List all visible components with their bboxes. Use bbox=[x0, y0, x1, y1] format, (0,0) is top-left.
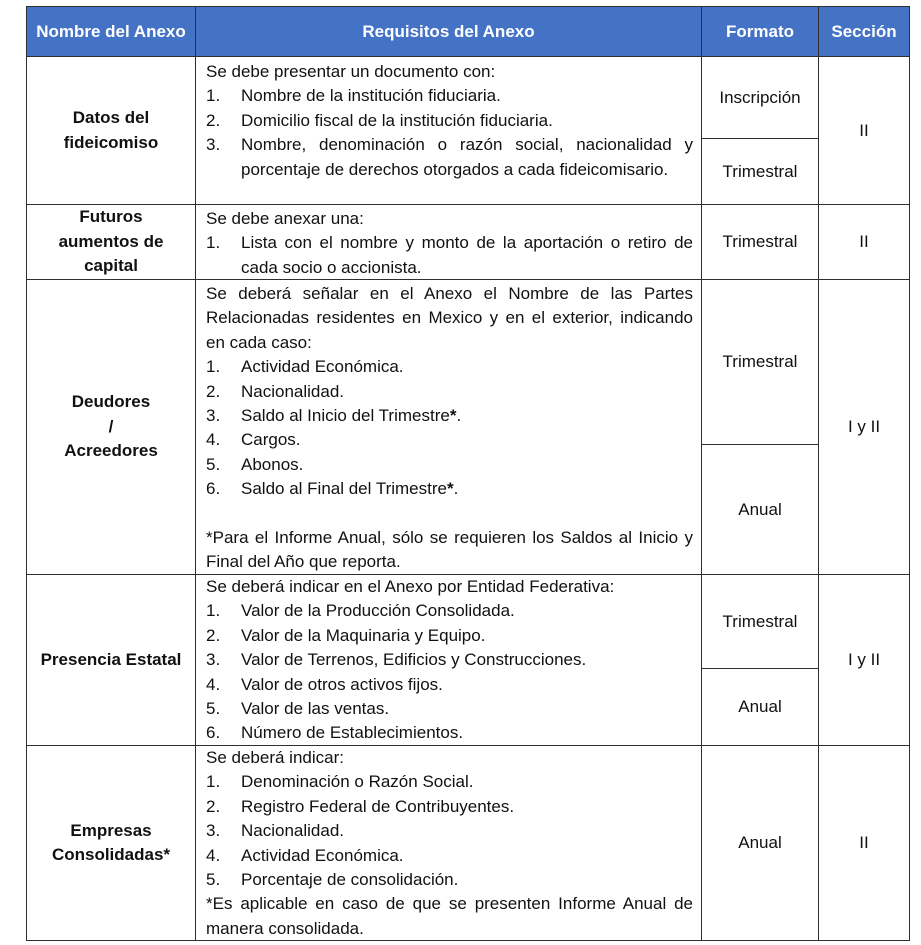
list-item: 2. Nacionalidad. bbox=[206, 381, 345, 401]
requirements-note: *Para el Informe Anual, sólo se requieren los Saldos al Inicio y Final del Año que reporta. bbox=[206, 528, 693, 572]
row-name-text: Futuros aumentos de capital bbox=[58, 207, 164, 276]
list-item: 2. Registro Federal de Contribuyentes. bbox=[206, 796, 515, 816]
section-cell: II bbox=[818, 56, 910, 205]
row-name bbox=[26, 56, 196, 205]
row-name bbox=[26, 279, 196, 575]
list-item: 4. Valor de otros activos fijos. bbox=[206, 674, 443, 694]
row-name-text: Datos del fideicomiso bbox=[63, 108, 159, 152]
format-cell: Trimestral bbox=[701, 279, 819, 445]
row-name bbox=[26, 574, 196, 746]
requirements-intro: Se deberá indicar: bbox=[206, 748, 344, 767]
list-item: 5. Porcentaje de consolidación. bbox=[206, 870, 459, 890]
list-item: 6. Número de Establecimientos. bbox=[206, 723, 464, 743]
format-cell: Anual bbox=[701, 444, 819, 575]
row-requirements bbox=[195, 574, 702, 746]
list-item: 1. Lista con el nombre y monto de la aportación o retiro de cada socio o accionista. bbox=[206, 233, 693, 277]
list-item: 3. Nombre, denominación o razón social, nacionalidad y porcentaje de derechos otorgados a cada fideicomisario. bbox=[206, 135, 693, 179]
row-name bbox=[26, 204, 196, 280]
row-requirements bbox=[195, 279, 702, 575]
header-section: Sección bbox=[818, 6, 910, 57]
row-requirements bbox=[195, 745, 702, 941]
requirements-intro: Se debe presentar un documento con: bbox=[206, 62, 496, 81]
row-name-separator: / bbox=[108, 416, 114, 436]
row-requirements bbox=[195, 204, 702, 280]
row-name-text: Acreedores bbox=[64, 441, 158, 461]
section-cell: II bbox=[818, 745, 910, 941]
list-item: 5. Abonos. bbox=[206, 454, 304, 474]
row-requirements bbox=[195, 56, 702, 205]
requirements-intro: Se debe anexar una: bbox=[206, 209, 364, 228]
section-cell: I y II bbox=[818, 574, 910, 746]
header-requirements: Requisitos del Anexo bbox=[195, 6, 702, 57]
list-item: 3. Valor de Terrenos, Edificios y Construcciones. bbox=[206, 650, 587, 670]
requirements-intro: Se deberá indicar en el Anexo por Entidad Federativa: bbox=[206, 577, 615, 596]
format-cell: Anual bbox=[701, 668, 819, 746]
header-format: Formato bbox=[701, 6, 819, 57]
format-cell: Trimestral bbox=[701, 204, 819, 280]
section-cell: I y II bbox=[818, 279, 910, 575]
format-cell: Trimestral bbox=[701, 574, 819, 669]
list-item: 1. Denominación o Razón Social. bbox=[206, 772, 474, 792]
format-cell: Trimestral bbox=[701, 138, 819, 205]
list-item: 1. Valor de la Producción Consolidada. bbox=[206, 601, 515, 621]
list-item: 4. Cargos. bbox=[206, 430, 301, 450]
list-item: 2. Domicilio fiscal de la institución fiduciaria. bbox=[206, 110, 553, 130]
list-item: 2. Valor de la Maquinaria y Equipo. bbox=[206, 625, 486, 645]
row-name-text: Empresas Consolidadas* bbox=[51, 820, 171, 864]
requirements-note: *Es aplicable en caso de que se presenten Informe Anual de manera consolidada. bbox=[206, 894, 693, 938]
requirements-intro: Se deberá señalar en el Anexo el Nombre de las Partes Relacionadas residentes en Mexico y en el exterior, indicando en cada caso: bbox=[206, 284, 693, 352]
row-name-text: Deudores bbox=[71, 392, 151, 412]
list-item: 5. Valor de las ventas. bbox=[206, 699, 390, 719]
row-name-text: Presencia Estatal bbox=[40, 649, 182, 669]
list-item: 1. Actividad Económica. bbox=[206, 357, 404, 377]
format-cell: Anual bbox=[701, 745, 819, 941]
row-name bbox=[26, 745, 196, 941]
list-item: 6. Saldo al Final del Trimestre*. bbox=[206, 479, 459, 499]
list-item: 3. Saldo al Inicio del Trimestre*. bbox=[206, 406, 462, 426]
list-item: 3. Nacionalidad. bbox=[206, 821, 345, 841]
header-name: Nombre del Anexo bbox=[26, 6, 196, 57]
format-cell: Inscripción bbox=[701, 56, 819, 139]
list-item: 1. Nombre de la institución fiduciaria. bbox=[206, 86, 501, 106]
section-cell: II bbox=[818, 204, 910, 280]
list-item: 4. Actividad Económica. bbox=[206, 845, 404, 865]
